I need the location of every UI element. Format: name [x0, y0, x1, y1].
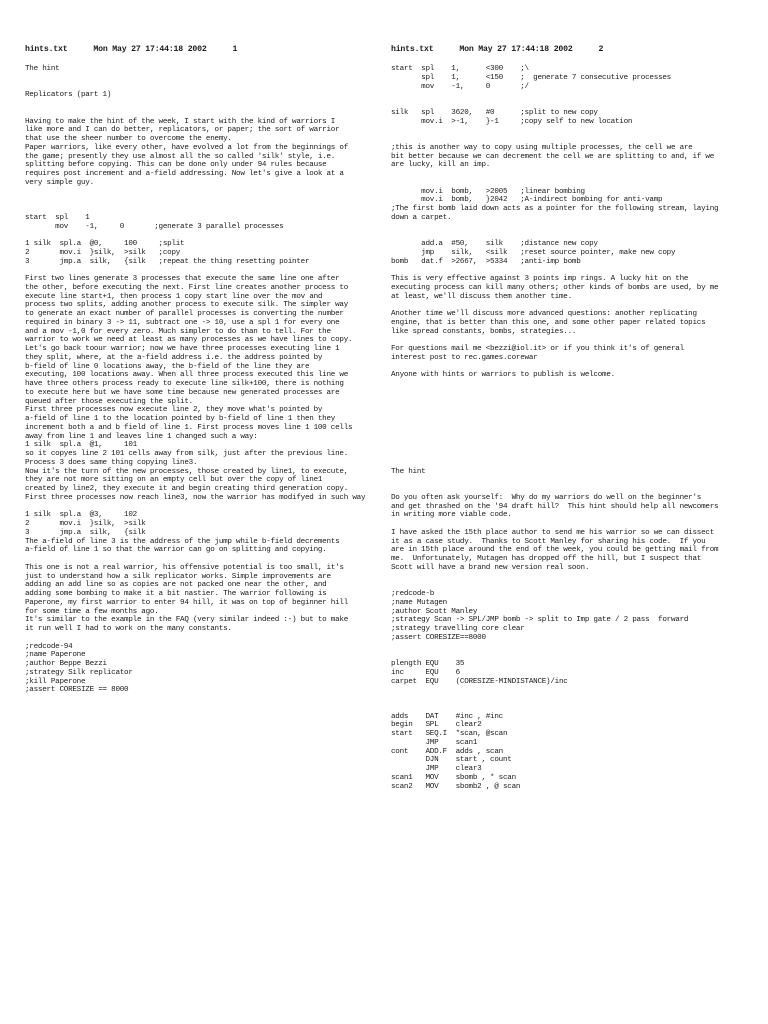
page-header	[391, 44, 751, 58]
text-line: Paperone, my first warrior to enter 94 hill, it was on top of beginner hill	[25, 598, 349, 607]
text-line	[391, 695, 751, 704]
text-line: JMP clear3	[391, 765, 482, 773]
text-line: me. Unfortunately, Mutagen has dropped off the hill, but I suspect that	[391, 555, 702, 563]
text-line	[391, 424, 751, 433]
text-line: it run well I had to work on the many constants.	[25, 625, 232, 633]
text-line	[391, 433, 751, 442]
text-line	[391, 573, 751, 582]
text-line: are in 15th place around the end of the week, you could be getting mail from	[391, 546, 719, 555]
text-line: ;redcode-94	[25, 642, 73, 651]
text-line: The hint	[25, 65, 60, 73]
text-line: ;assert CORESIZE==8000	[391, 633, 486, 642]
text-line: they are not more sitting on an empty cell but over the copy of line1	[25, 476, 323, 485]
text-line: begin SPL clear2	[391, 721, 482, 730]
text-line: jmp silk, <silk ;reset source pointer, make new copy	[391, 248, 676, 257]
text-line	[391, 266, 751, 275]
text-line	[391, 459, 751, 468]
text-line	[391, 336, 751, 345]
text-line: plength EQU 35	[391, 660, 465, 668]
page-body	[391, 65, 751, 791]
text-line: ;this is another way to copy using multiple processes, the cell we are	[391, 143, 693, 152]
text-line: ;strategy Silk replicator	[25, 668, 133, 677]
text-line: ;name Mutagen	[391, 598, 447, 607]
text-line: to generate an exact number of parallel processes is converting the number	[25, 310, 344, 318]
text-line: ;author Beppe Bezzi	[25, 660, 107, 668]
text-line: the game; presently they use almost all the so called 'silk' style, i.e.	[25, 152, 336, 161]
text-line: a-field of line 1 to the location pointed by b-field of line 1 then they	[25, 415, 336, 423]
text-line	[25, 503, 385, 512]
text-line: silk spl 3620, #0 ;split to new copy	[391, 108, 598, 117]
text-line	[25, 196, 385, 205]
text-line	[391, 415, 751, 424]
text-line	[391, 135, 751, 144]
text-line: mov.i >-1, }-1 ;copy self to new location	[391, 117, 633, 126]
text-line	[25, 83, 385, 92]
text-line	[25, 74, 385, 83]
text-line: inc EQU 6	[391, 668, 460, 677]
text-line	[391, 520, 751, 529]
text-line: mov -1, 0 ;/	[391, 82, 529, 91]
text-line: the other, before executing the next. First line creates another process to	[25, 283, 349, 292]
text-line: bit better because we can decrement the cell we are splitting to and, if we	[391, 152, 715, 161]
text-line: 1 silk spl.a @0, 100 ;split	[25, 240, 185, 248]
text-line: warrior to work we need at least as many processes as we have lines to copy.	[25, 336, 353, 345]
text-line: ;kill Paperone	[25, 677, 86, 686]
text-line: It's similar to the example in the FAQ (very similar indeed :-) but to make	[25, 616, 349, 625]
text-line	[391, 581, 751, 590]
text-line: Having to make the hint of the week, I start with the kind of warriors I	[25, 117, 336, 126]
text-line: adding an add line so as copies are not packed one near the other, and	[25, 581, 327, 590]
text-line: process two splits, adding another process to execute silk. The simpler way	[25, 301, 349, 310]
text-line: in writing more viable code.	[391, 511, 512, 520]
text-line	[391, 704, 751, 713]
text-line: 1 silk spl.a @1, 101	[25, 441, 137, 450]
text-line: a-field of line 1 so that the warrior can go on splitting and copying.	[25, 546, 327, 555]
text-line: and get thrashed on the '94 draft hill? This hint should help all newcomers	[391, 502, 719, 511]
text-line	[391, 450, 751, 459]
text-line: mov.i bomb, >2005 ;linear bombing	[391, 187, 585, 196]
text-line: Let's go back toour warrior; now we have three processes executing line 1	[25, 345, 340, 353]
text-line: and a mov -1,0 for every zero. Much simpler to do than to tell. For the	[25, 327, 331, 336]
text-line: First two lines generate 3 processes that execute the same line one after	[25, 275, 340, 283]
text-line	[25, 266, 385, 275]
text-line: created by line2, they execute it and begin creating third generation copy.	[25, 485, 349, 493]
text-line	[391, 441, 751, 450]
text-line: start SEQ.I *scan, @scan	[391, 730, 508, 738]
header-page-number: 1	[232, 45, 238, 54]
text-line: executing, 100 locations away. When all three process executed this line we	[25, 371, 349, 380]
text-line: Do you often ask yourself: Why do my warriors do well on the beginner's	[391, 493, 702, 502]
text-line	[391, 170, 751, 179]
text-line: at least, we'll discuss them another time.	[391, 292, 572, 301]
text-line: 2 mov.i }silk, >silk	[25, 520, 146, 528]
text-line	[25, 109, 385, 118]
text-line	[25, 100, 385, 109]
text-line: 1 silk spl.a @3, 102	[25, 511, 137, 520]
text-line: JMP scan1	[391, 738, 478, 747]
text-line: Replicators (part 1)	[25, 91, 112, 100]
text-line: mov -1, 0 ;generate 3 parallel processes	[25, 222, 284, 231]
text-line	[391, 643, 751, 652]
text-line: 2 mov.i }silk, >silk ;copy	[25, 248, 181, 257]
text-line	[391, 91, 751, 100]
text-line: so it copyes line 2 101 cells away from silk, just after the previous line.	[25, 450, 349, 458]
text-line: carpet EQU (CORESIZE-MINDISTANCE)/inc	[391, 677, 568, 686]
text-line: ;assert CORESIZE == 8000	[25, 686, 129, 695]
text-line: For questions mail me <bezzi@iol.it> or if you think it's of general	[391, 345, 684, 353]
text-line	[391, 100, 751, 109]
text-line: Now it's the turn of the new processes, those created by line1, to execute,	[25, 467, 349, 476]
text-line: interest post to rec.games.corewar	[391, 353, 538, 362]
text-line	[391, 363, 751, 372]
text-line: start spl 1, <300 ;\	[391, 65, 529, 73]
text-line: for some time a few months ago.	[25, 607, 159, 616]
text-line: adding some bombing to make it a bit nastier. The warrior following is	[25, 590, 327, 598]
text-line: This one is not a real warrior, his offensive potential is too small, it's	[25, 563, 344, 572]
text-line: to execute here but we have some time because new generated processes are	[25, 388, 340, 397]
text-line: First three processes now execute line 2, they move what's pointed by	[25, 406, 323, 415]
text-line: executing process can kill many others; other kinds of bombs are used, by me	[391, 283, 719, 292]
header-filename: hints.txt	[391, 45, 434, 54]
text-line: Process 3 does same thing copying line3.	[25, 458, 198, 467]
text-line: scan1 MOV sbomb , * scan	[391, 773, 516, 782]
text-line: ;strategy Scan -> SPL/JMP bomb -> split to Imp gate / 2 pass forward	[391, 616, 689, 625]
text-line: cont ADD.F adds , scan	[391, 747, 503, 756]
text-line: requires post increment and a-field addressing. Now let's give a look at a	[25, 170, 344, 178]
text-line: This is very effective against 3 points imp rings. A lucky hit on the	[391, 275, 689, 283]
text-line: 3 jmp.a silk, {silk ;repeat the thing resetting pointer	[25, 257, 310, 266]
text-line: spl 1, <150 ; generate 7 consecutive processes	[391, 73, 671, 82]
text-line	[25, 231, 385, 240]
text-line: ;strategy travelling core clear	[391, 625, 525, 633]
text-line	[391, 406, 751, 415]
text-line: down a carpet.	[391, 213, 452, 222]
page-header	[25, 44, 385, 58]
text-line	[25, 634, 385, 643]
text-line: splitting before copying. This can be done only under 94 rules because	[25, 161, 327, 170]
text-line: engine, that is better than this one, and some other paper related topics	[391, 318, 706, 327]
text-line	[391, 231, 751, 240]
text-line: I have asked the 15th place author to send me his warrior so we can dissect	[391, 528, 715, 537]
text-line	[25, 555, 385, 564]
text-line	[391, 389, 751, 398]
text-line: ;name Paperone	[25, 651, 86, 660]
text-line: queued after those executing the split.	[25, 397, 193, 406]
header-filename: hints.txt	[25, 45, 68, 54]
text-line: The hint	[391, 467, 426, 476]
text-line	[391, 476, 751, 485]
text-line: Anyone with hints or warriors to publish is welcome.	[391, 371, 615, 380]
text-line: bomb dat.f >2667, >5334 ;anti-imp bomb	[391, 257, 581, 266]
text-line: they split, where, at the a-field address i.e. the address pointed by	[25, 353, 323, 362]
text-line: required in binary 3 -> 11, subtract one -> 10, use a spl 1 for every one	[25, 318, 340, 327]
text-line: First three processes now reach line3, now the warrior has modifyed in such way	[25, 493, 366, 502]
text-line	[391, 223, 751, 232]
text-line: add.a #50, silk ;distance new copy	[391, 240, 598, 248]
page-2	[391, 44, 751, 791]
text-line: it as a case study. Thanks to Scott Manley for sharing his code. If you	[391, 537, 706, 546]
text-line: increment both a and b field of line 1. First process moves line 1 100 cells	[25, 423, 353, 432]
text-line: like spread constants, bombs, strategies...	[391, 327, 577, 336]
text-line: The a-field of line 3 is the address of the jump while b-field decrements	[25, 537, 340, 546]
text-line	[391, 179, 751, 188]
text-line: ;The first bomb laid down acts as a pointer for the following stream, laying	[391, 205, 719, 213]
text-line: that use the sheer number to overcome the enemy.	[25, 135, 232, 143]
text-line	[25, 205, 385, 214]
text-line	[391, 485, 751, 494]
header-page-number: 2	[598, 45, 604, 54]
text-line	[391, 398, 751, 407]
text-line: mov.i bomb, }2042 ;A-indirect bombing for anti-vamp	[391, 196, 663, 205]
text-line: scan2 MOV sbomb2 , @ scan	[391, 782, 521, 791]
text-line	[25, 188, 385, 197]
page-1	[25, 44, 385, 695]
text-line	[391, 301, 751, 310]
text-line: Paper warriors, like every other, have evolved a lot from the beginnings of	[25, 143, 349, 152]
text-line: execute line start+1, then process 1 copy start line over the mov and	[25, 292, 323, 301]
text-line	[391, 651, 751, 660]
text-line	[391, 380, 751, 389]
text-line: b-field of line 0 locations away, the b-field of the line they are	[25, 362, 310, 371]
text-line: ;author Scott Manley	[391, 607, 478, 616]
text-line: 3 jmp.a silk, {silk	[25, 528, 146, 537]
text-line: adds DAT #inc , #inc	[391, 712, 503, 721]
text-line: Another time we'll discuss more advanced questions: another replicating	[391, 310, 697, 318]
text-line	[391, 126, 751, 135]
text-line: start spl 1	[25, 213, 90, 222]
text-line: just to understand how a silk replicator works. Simple improvements are	[25, 572, 331, 581]
text-line: ;redcode-b	[391, 590, 435, 598]
text-line: DJN start , count	[391, 756, 512, 765]
header-date: Mon May 27 17:44:18 2002	[459, 45, 573, 54]
text-line: Scott will have a brand new version real soon.	[391, 563, 590, 572]
text-line: like more and I can do better, replicators, or paper; the sort of warrior	[25, 126, 340, 135]
header-date: Mon May 27 17:44:18 2002	[93, 45, 207, 54]
text-line: are lucky, kill an imp.	[391, 161, 491, 170]
page-body	[25, 65, 385, 695]
text-line: away from line 1 and leaves line 1 changed such a way:	[25, 432, 258, 441]
text-line: have three others process ready to execute line silk+100, there is nothing	[25, 380, 344, 388]
text-line: very simple guy.	[25, 178, 94, 187]
text-line	[391, 686, 751, 695]
